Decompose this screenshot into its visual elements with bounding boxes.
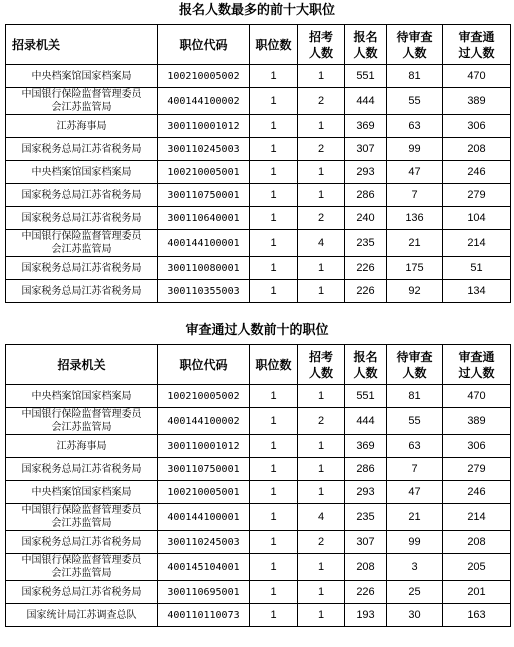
column-header: 职位代码 [158,25,250,65]
pending-cell: 55 [387,408,443,435]
pending-cell: 30 [387,604,443,627]
applicants-cell: 235 [345,230,387,257]
quota-cell: 2 [298,88,345,115]
quota-cell: 1 [298,115,345,138]
positions-cell: 1 [250,458,298,481]
applicants-cell: 369 [345,115,387,138]
table1-title: 报名人数最多的前十大职位 [178,3,335,18]
positions-cell: 1 [250,115,298,138]
pending-cell: 47 [387,161,443,184]
org-cell: 中国银行保险监督管理委员 会江苏监管局 [6,230,158,257]
approved-cell: 279 [443,458,511,481]
column-header: 审查通 过人数 [443,25,511,65]
code-cell: 100210005001 [158,161,250,184]
column-header: 招考 人数 [298,25,345,65]
applicants-cell: 240 [345,207,387,230]
positions-cell: 1 [250,385,298,408]
positions-cell: 1 [250,435,298,458]
table-row [6,230,511,257]
positions-cell: 1 [250,581,298,604]
pending-cell: 3 [387,554,443,581]
quota-cell: 1 [298,435,345,458]
positions-cell: 1 [250,504,298,531]
quota-cell: 1 [298,161,345,184]
column-header: 职位代码 [158,345,250,385]
quota-cell: 1 [298,481,345,504]
column-header: 职位数 [250,25,298,65]
table-row [6,115,511,138]
org-cell: 国家税务总局江苏省税务局 [6,458,158,481]
approved-cell: 201 [443,581,511,604]
pending-cell: 81 [387,385,443,408]
positions-cell: 1 [250,531,298,554]
approved-cell: 134 [443,280,511,303]
quota-cell: 1 [298,385,345,408]
applicants-cell: 208 [345,554,387,581]
pending-cell: 99 [387,531,443,554]
org-cell: 国家税务总局江苏省税务局 [6,184,158,207]
code-cell: 300110640001 [158,207,250,230]
applicants-cell: 293 [345,481,387,504]
column-header: 审查通 过人数 [443,345,511,385]
code-cell: 400144100002 [158,88,250,115]
column-header: 待审查 人数 [387,345,443,385]
org-cell: 中央档案馆国家档案局 [6,161,158,184]
top10-approved-table [5,344,511,627]
column-header: 报名 人数 [345,345,387,385]
applicants-cell: 307 [345,531,387,554]
applicants-cell: 293 [345,161,387,184]
org-cell: 国家税务总局江苏省税务局 [6,581,158,604]
org-cell: 江苏海事局 [6,435,158,458]
table-row [6,604,511,627]
positions-cell: 1 [250,207,298,230]
pending-cell: 7 [387,184,443,207]
approved-cell: 246 [443,481,511,504]
approved-cell: 214 [443,230,511,257]
approved-cell: 214 [443,504,511,531]
approved-cell: 279 [443,184,511,207]
table-row [6,161,511,184]
positions-cell: 1 [250,604,298,627]
code-cell: 400110110073 [158,604,250,627]
approved-cell: 389 [443,408,511,435]
pending-cell: 92 [387,280,443,303]
applicants-cell: 226 [345,280,387,303]
org-cell: 中国银行保险监督管理委员 会江苏监管局 [6,408,158,435]
column-header: 职位数 [250,345,298,385]
org-cell: 国家税务总局江苏省税务局 [6,207,158,230]
pending-cell: 81 [387,65,443,88]
code-cell: 300110245003 [158,531,250,554]
quota-cell: 2 [298,207,345,230]
positions-cell: 1 [250,280,298,303]
applicants-cell: 193 [345,604,387,627]
quota-cell: 4 [298,504,345,531]
code-cell: 300110750001 [158,184,250,207]
positions-cell: 1 [250,88,298,115]
approved-cell: 208 [443,531,511,554]
code-cell: 400144100001 [158,230,250,257]
table-row [6,207,511,230]
table-row [6,408,511,435]
code-cell: 300110750001 [158,458,250,481]
code-cell: 400144100002 [158,408,250,435]
table2-title: 审查通过人数前十的职位 [185,323,329,338]
table-row [6,554,511,581]
pending-cell: 21 [387,230,443,257]
column-header: 招录机关 [6,345,158,385]
quota-cell: 2 [298,408,345,435]
column-header: 待审查 人数 [387,25,443,65]
applicants-cell: 286 [345,458,387,481]
pending-cell: 175 [387,257,443,280]
positions-cell: 1 [250,138,298,161]
pending-cell: 7 [387,458,443,481]
table-row [6,138,511,161]
code-cell: 100210005002 [158,65,250,88]
table-row [6,88,511,115]
applicants-cell: 551 [345,65,387,88]
org-cell: 中国银行保险监督管理委员 会江苏监管局 [6,88,158,115]
positions-cell: 1 [250,184,298,207]
table-body [6,385,511,627]
table-header-row [6,25,511,65]
approved-cell: 389 [443,88,511,115]
table-row [6,531,511,554]
table-row [6,481,511,504]
table-row [6,257,511,280]
applicants-cell: 286 [345,184,387,207]
org-cell: 国家税务总局江苏省税务局 [6,138,158,161]
pending-cell: 21 [387,504,443,531]
positions-cell: 1 [250,408,298,435]
quota-cell: 1 [298,65,345,88]
applicants-cell: 226 [345,581,387,604]
org-cell: 国家税务总局江苏省税务局 [6,531,158,554]
positions-cell: 1 [250,161,298,184]
quota-cell: 2 [298,138,345,161]
quota-cell: 1 [298,581,345,604]
applicants-cell: 444 [345,408,387,435]
table-body [6,65,511,303]
org-cell: 中央档案馆国家档案局 [6,481,158,504]
quota-cell: 1 [298,458,345,481]
approved-cell: 51 [443,257,511,280]
column-header: 招录机关 [6,25,158,65]
quota-cell: 1 [298,554,345,581]
approved-cell: 205 [443,554,511,581]
table-row [6,65,511,88]
pending-cell: 63 [387,435,443,458]
applicants-cell: 226 [345,257,387,280]
org-cell: 国家税务总局江苏省税务局 [6,257,158,280]
quota-cell: 4 [298,230,345,257]
table-row [6,184,511,207]
table-row [6,458,511,481]
quota-cell: 1 [298,604,345,627]
quota-cell: 1 [298,257,345,280]
code-cell: 300110695001 [158,581,250,604]
approved-cell: 470 [443,385,511,408]
approved-cell: 470 [443,65,511,88]
org-cell: 中央档案馆国家档案局 [6,65,158,88]
table-row [6,504,511,531]
positions-cell: 1 [250,481,298,504]
code-cell: 300110245003 [158,138,250,161]
approved-cell: 306 [443,435,511,458]
quota-cell: 1 [298,184,345,207]
code-cell: 100210005002 [158,385,250,408]
pending-cell: 47 [387,481,443,504]
applicants-cell: 307 [345,138,387,161]
pending-cell: 25 [387,581,443,604]
pending-cell: 99 [387,138,443,161]
org-cell: 国家税务总局江苏省税务局 [6,280,158,303]
pending-cell: 63 [387,115,443,138]
approved-cell: 246 [443,161,511,184]
code-cell: 400145104001 [158,554,250,581]
pending-cell: 55 [387,88,443,115]
applicants-cell: 235 [345,504,387,531]
table-row [6,385,511,408]
table-row [6,280,511,303]
code-cell: 400144100001 [158,504,250,531]
approved-cell: 208 [443,138,511,161]
org-cell: 中国银行保险监督管理委员 会江苏监管局 [6,554,158,581]
code-cell: 300110001012 [158,435,250,458]
applicants-cell: 444 [345,88,387,115]
org-cell: 中国银行保险监督管理委员 会江苏监管局 [6,504,158,531]
applicants-cell: 369 [345,435,387,458]
quota-cell: 2 [298,531,345,554]
org-cell: 江苏海事局 [6,115,158,138]
code-cell: 100210005001 [158,481,250,504]
org-cell: 中央档案馆国家档案局 [6,385,158,408]
approved-cell: 104 [443,207,511,230]
column-header: 招考 人数 [298,345,345,385]
org-cell: 国家统计局江苏调查总队 [6,604,158,627]
applicants-cell: 551 [345,385,387,408]
quota-cell: 1 [298,280,345,303]
positions-cell: 1 [250,230,298,257]
approved-cell: 163 [443,604,511,627]
table-row [6,435,511,458]
approved-cell: 306 [443,115,511,138]
code-cell: 300110001012 [158,115,250,138]
table-row [6,581,511,604]
code-cell: 300110355003 [158,280,250,303]
code-cell: 300110080001 [158,257,250,280]
top10-applicants-table [5,24,511,303]
column-header: 报名 人数 [345,25,387,65]
positions-cell: 1 [250,257,298,280]
table-header-row [6,345,511,385]
pending-cell: 136 [387,207,443,230]
positions-cell: 1 [250,65,298,88]
positions-cell: 1 [250,554,298,581]
